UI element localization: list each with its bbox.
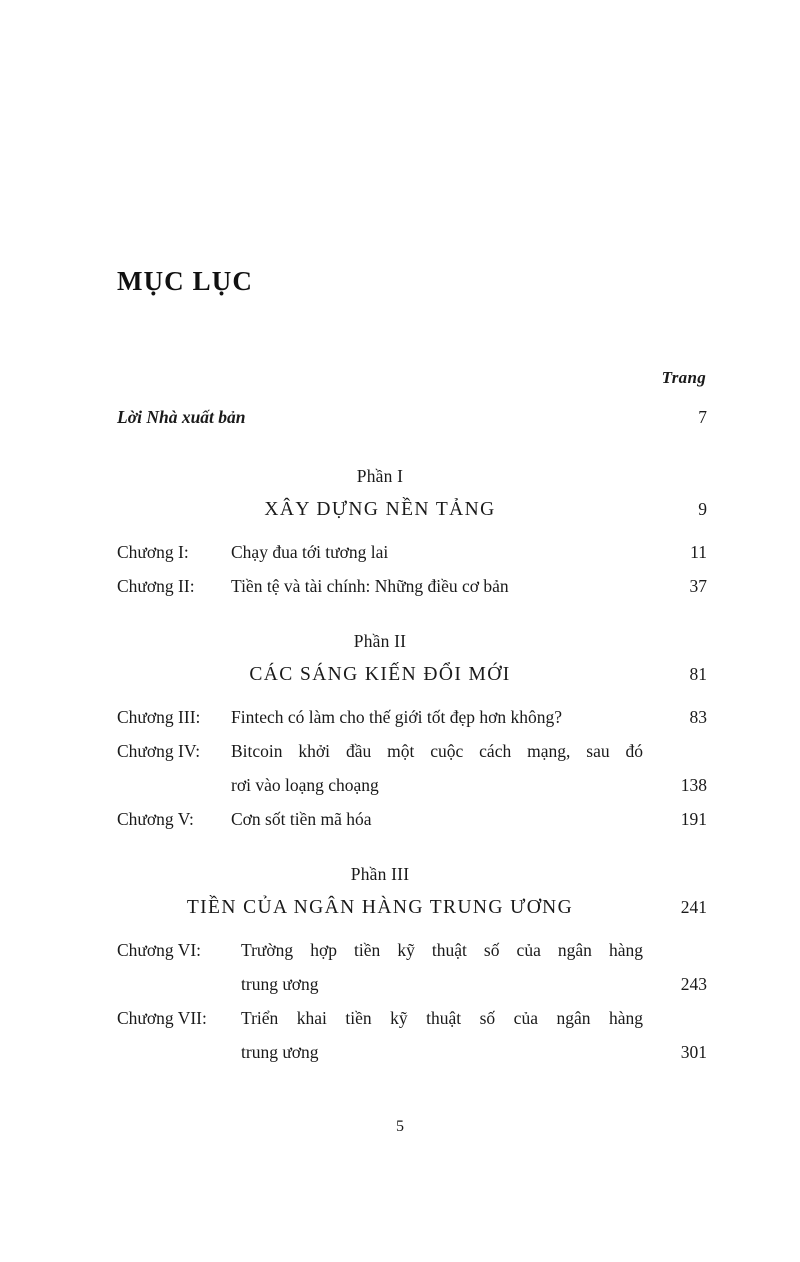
- chapter-page-number-3: 83: [689, 707, 707, 727]
- chapter-title-7: [241, 1001, 643, 1035]
- toc-entry-chapter-5[interactable]: [117, 802, 707, 836]
- chapter-label-1: Chương I:: [117, 542, 189, 562]
- chapter-title-line: trung ương: [241, 974, 319, 994]
- part-page-number-1: 9: [698, 499, 707, 519]
- chapter-list-1: [117, 535, 707, 603]
- part-title-row-3[interactable]: [117, 890, 707, 925]
- folio-page-number: 5: [396, 1118, 404, 1135]
- part-page-number-2: 81: [689, 664, 707, 684]
- chapter-list-3: [117, 933, 707, 1069]
- chapter-label-2: Chương II:: [117, 576, 195, 596]
- chapter-title-line: Cơn sốt tiền mã hóa: [231, 809, 372, 829]
- part-title-3: TIỀN CỦA NGÂN HÀNG TRUNG ƯƠNG: [186, 897, 574, 918]
- part-title-1: XÂY DỰNG NỀN TẢNG: [264, 499, 496, 520]
- part-title-row-2[interactable]: [117, 657, 707, 692]
- chapter-title-6: [241, 933, 643, 967]
- toc-entry-chapter-3[interactable]: [117, 700, 707, 734]
- chapter-label-5: Chương V:: [117, 809, 194, 829]
- toc-entry-chapter-6[interactable]: [117, 933, 707, 967]
- part-title-2: CÁC SÁNG KIẾN ĐỔI MỚI: [249, 664, 511, 685]
- toc-entry-chapter-6-continuation[interactable]: [117, 967, 707, 1001]
- toc-entry-chapter-7-continuation[interactable]: [117, 1035, 707, 1069]
- chapter-title-line: rơi vào loạng choạng: [231, 775, 379, 795]
- part-number-1: Phần I: [356, 466, 404, 486]
- part-block-2: [117, 625, 707, 836]
- page-title: MỤC LỤC: [117, 266, 253, 297]
- chapter-page-number-7: 301: [680, 1042, 707, 1062]
- toc-entry-chapter-4[interactable]: [117, 734, 707, 768]
- chapter-title-7-line2: [241, 1035, 643, 1069]
- chapter-page-number-2: 37: [689, 576, 707, 596]
- chapter-title-line: Trường hợp tiền kỹ thuật số của ngân hàng: [241, 940, 643, 960]
- chapter-page-number-6: 243: [680, 974, 707, 994]
- page-column-header: Trang: [661, 368, 706, 387]
- chapter-title-line: trung ương: [241, 1042, 319, 1062]
- part-block-1: [117, 460, 707, 603]
- toc-entry-chapter-7[interactable]: [117, 1001, 707, 1035]
- chapter-page-number-1: 11: [690, 542, 707, 562]
- chapter-title-3: [231, 700, 643, 734]
- part-title-row-1[interactable]: [117, 492, 707, 527]
- chapter-title-4-line2: [231, 768, 643, 802]
- part-number-2: Phần II: [353, 631, 407, 651]
- chapter-title-4: [231, 734, 643, 768]
- chapter-label-3: Chương III:: [117, 707, 201, 727]
- chapter-label-4: Chương IV:: [117, 741, 201, 761]
- chapter-list-2: [117, 700, 707, 836]
- chapter-label-7: Chương VII:: [117, 1008, 207, 1028]
- part-block-3: [117, 858, 707, 1069]
- part-page-number-3: 241: [680, 897, 707, 917]
- toc-entry-front-matter[interactable]: [117, 400, 707, 434]
- chapter-title-line: Fintech có làm cho thế giới tốt đẹp hơn không?: [231, 707, 563, 727]
- chapter-label-6: Chương VI:: [117, 940, 202, 960]
- front-matter-label: Lời Nhà xuất bản: [117, 407, 246, 427]
- chapter-title-line: Bitcoin khởi đầu một cuộc cách mạng, sau đó: [231, 741, 643, 761]
- chapter-title-6-line2: [241, 967, 643, 1001]
- chapter-title-2: [231, 569, 643, 603]
- front-matter-page-number: 7: [698, 407, 707, 427]
- toc-entry-chapter-2[interactable]: [117, 569, 707, 603]
- chapter-title-line: Chạy đua tới tương lai: [231, 542, 389, 562]
- part-number-3: Phần III: [350, 864, 410, 884]
- chapter-title-line: Tiền tệ và tài chính: Những điều cơ bản: [231, 576, 509, 596]
- toc-entry-chapter-4-continuation[interactable]: [117, 768, 707, 802]
- toc-content: [117, 368, 707, 1069]
- toc-entry-chapter-1[interactable]: [117, 535, 707, 569]
- chapter-title-line: Triển khai tiền kỹ thuật số của ngân hàng: [241, 1008, 643, 1028]
- chapter-page-number-4: 138: [680, 775, 707, 795]
- chapter-page-number-5: 191: [680, 809, 707, 829]
- chapter-title-5: [231, 802, 643, 836]
- chapter-title-1: [231, 535, 643, 569]
